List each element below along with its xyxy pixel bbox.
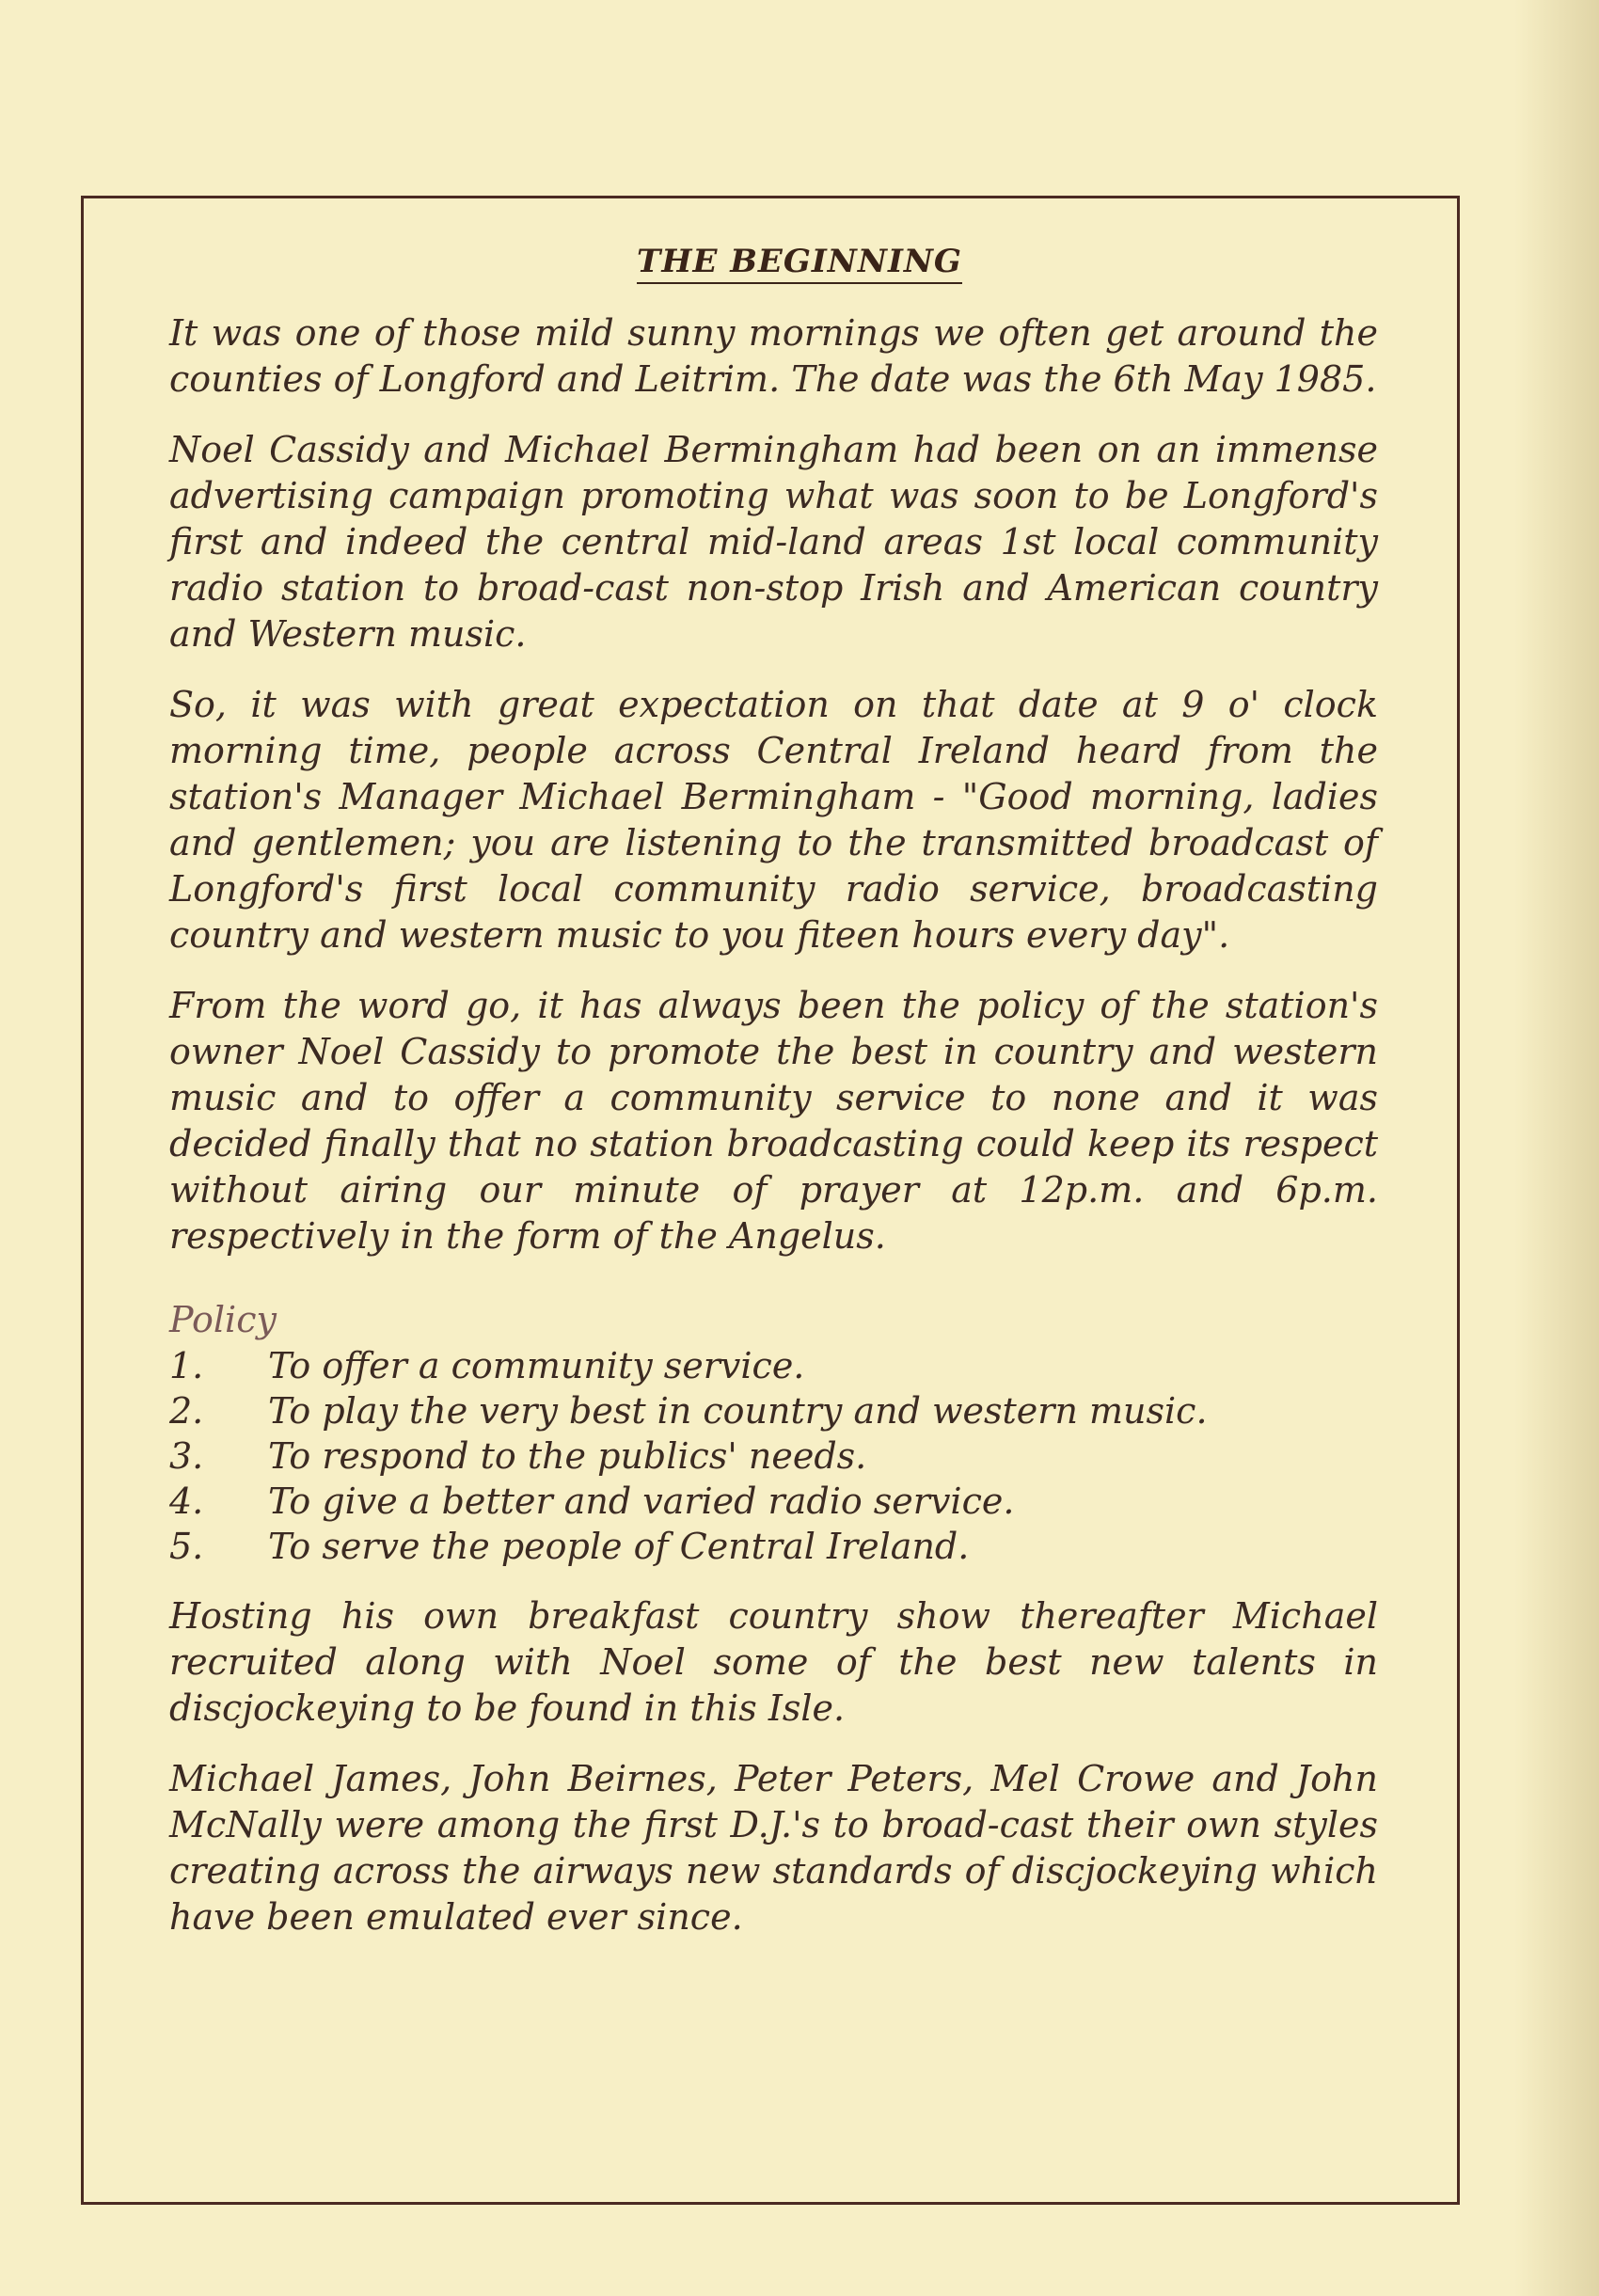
- policy-item: [169, 1343, 1378, 1388]
- paragraph-first-broadcast: So, it was with great expectation on that date at 9 o' clock morning time, people across Central Ireland heard from the station's Manager Michael Bermingham - "Good morning, ladies and gentlemen; you are listening to the transmitted broadcast of Longford's first local community radio service, broadcasting country and western music to you fiteen hours every day".: [169, 684, 1378, 956]
- policy-heading: Policy: [169, 1299, 277, 1340]
- policy-item-text: To play the very best in country and western music.: [268, 1390, 1208, 1432]
- policy-item-text: To give a better and varied radio service.: [268, 1481, 1015, 1522]
- body-text: [169, 310, 1378, 1965]
- policy-item-text: To serve the people of Central Ireland.: [268, 1526, 970, 1567]
- page-edge-shadow: [1514, 0, 1599, 2296]
- policy-item-number: 2.: [169, 1390, 204, 1432]
- policy-item-number: 4.: [169, 1481, 204, 1522]
- policy-item-number: 1.: [169, 1345, 204, 1386]
- policy-item-number: 5.: [169, 1526, 204, 1567]
- paragraph-djs-recruited: Hosting his own breakfast country show thereafter Michael recruited along with Noel some of the best new talents in discjockeying to be found in this Isle.: [169, 1595, 1378, 1729]
- paragraph-intro: It was one of those mild sunny mornings we often get around the counties of Longford and Leitrim. The date was the 6th May 1985.: [169, 312, 1378, 400]
- page-title: THE BEGINNING: [637, 243, 962, 284]
- policy-item: [169, 1524, 1378, 1569]
- policy-item-text: To offer a community service.: [268, 1345, 805, 1386]
- policy-list: [169, 1343, 1378, 1569]
- policy-item: [169, 1433, 1378, 1479]
- paragraph-first-djs: Michael James, John Beirnes, Peter Peters, Mel Crowe and John McNally were among the first D.J.'s to broad-cast their own styles creating across the airways new standards of discjockeying which have been emulated ever since.: [169, 1758, 1378, 1938]
- policy-item: [169, 1388, 1378, 1433]
- paragraph-station-policy: From the word go, it has always been the policy of the station's owner Noel Cassidy to promote the best in country and western music and to offer a community service to none and it was decided finally that no station broadcasting could keep its respect without airing our minute of prayer at 12p.m. and 6p.m. respectively in the form of the Angelus.: [169, 985, 1378, 1257]
- paragraph-campaign: Noel Cassidy and Michael Bermingham had been on an immense advertising campaign promoting what was soon to be Longford's first and indeed the central mid-land areas 1st local community radio station to broad-cast non-stop Irish and American country and Western music.: [169, 429, 1378, 655]
- page-title-wrap: [0, 243, 1599, 280]
- policy-item-number: 3.: [169, 1435, 204, 1477]
- policy-item: [169, 1479, 1378, 1524]
- policy-item-text: To respond to the publics' needs.: [268, 1435, 867, 1477]
